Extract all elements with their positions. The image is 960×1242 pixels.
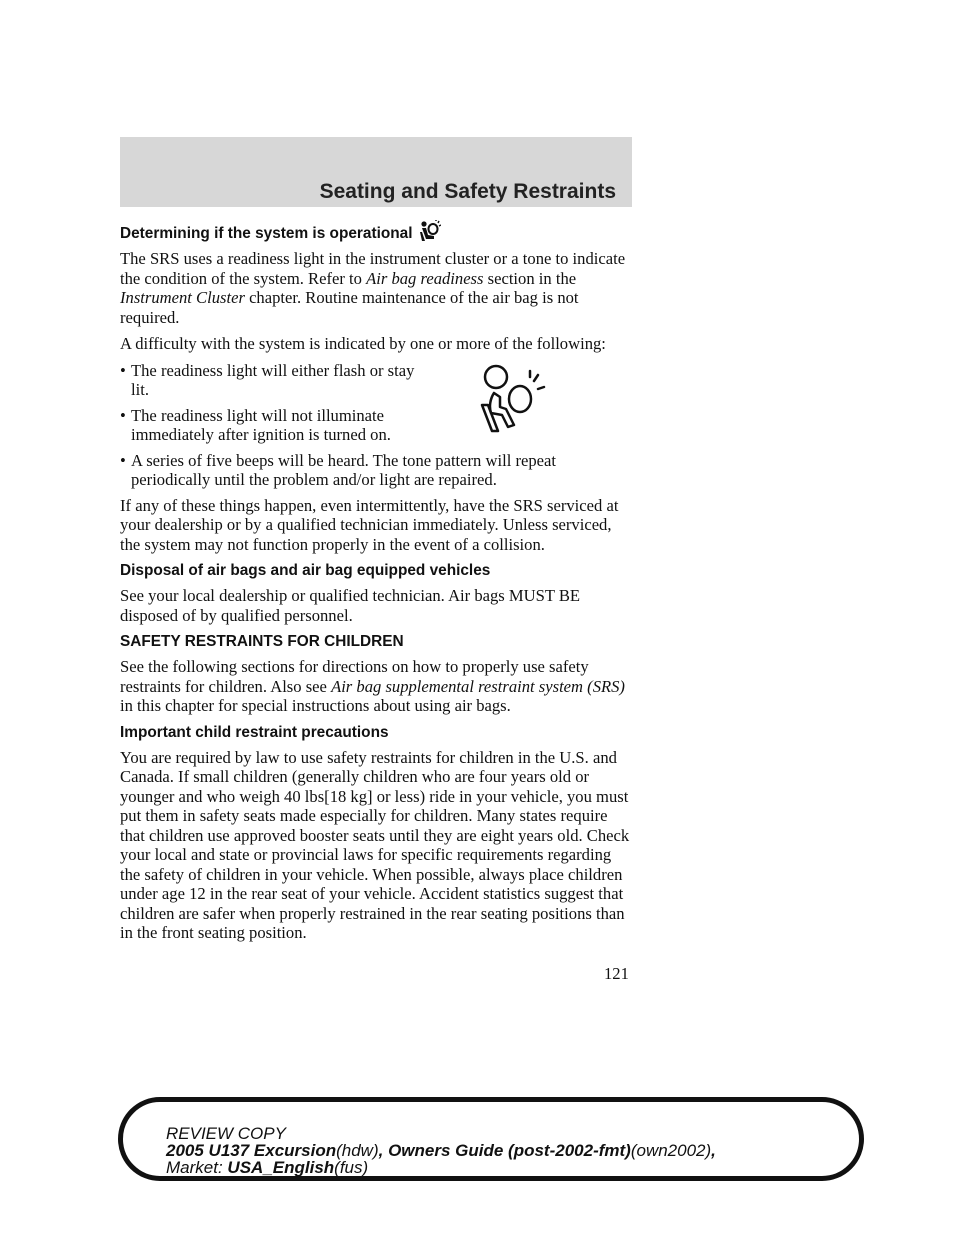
airbag-icon	[417, 220, 441, 244]
bullet-list	[120, 361, 632, 490]
airbag-warning-icon	[472, 363, 548, 435]
child-restraints-paragraph: See the following sections for directions on how to properly use safety restraints for children. Also see Air bag supplemental restraint system (SRS) in this chapter for special instructions about using air bags.	[120, 657, 625, 715]
difficulty-paragraph: A difficulty with the system is indicated by one or more of the following:	[120, 334, 606, 353]
service-paragraph: If any of these things happen, even intermittently, have the SRS serviced at your dealership or by a qualified technician immediately. Unless serviced, the system may not function properly in the event of a collision.	[120, 495, 619, 554]
list-item: • The readiness light will either flash or stay lit.	[120, 360, 415, 399]
srs-paragraph: The SRS uses a readiness light in the instrument cluster or a tone to indicate the condition of the system. Refer to Air bag readiness section in the Instrument Cluster chapter. Routine maintenance of the air bag is not required.	[120, 249, 626, 327]
section-operational	[120, 224, 632, 249]
disposal-paragraph: See your local dealership or qualified technician. Air bags MUST BE disposed of by qualified personnel.	[120, 586, 581, 625]
chapter-title: Seating and Safety Restraints	[319, 180, 616, 203]
list-item: • The readiness light will not illuminate immediately after ignition is turned on.	[120, 405, 391, 444]
header-band	[120, 137, 632, 207]
page-content	[120, 224, 632, 950]
heading-child-restraints: SAFETY RESTRAINTS FOR CHILDREN	[120, 633, 404, 650]
review-copy-text: REVIEW COPY 2005 U137 Excursion(hdw), Owners Guide (post-2002-fmt)(own2002), Market: USA_English(fus)	[166, 1124, 716, 1177]
precautions-paragraph: You are required by law to use safety restraints for children in the U.S. and Canada. If small children (generally children who are four years old or younger and who weigh 40 lbs[18 kg] or less) ride in your vehicle, you must put them in safety seats made especially for children. Many states require that children use approved booster seats until they are eight years old. Check your local and state or provincial laws for specific requirements regarding the safety of children in your vehicle. When possible, always place children under age 12 in the rear seat of your vehicle. Accident statistics suggest that children are safer when properly restrained in the rear seating positions than in the front seating position.	[120, 747, 630, 942]
heading-precautions: Important child restraint precautions	[120, 723, 389, 741]
list-item: • A series of five beeps will be heard. The tone pattern will repeat periodically until the problem and/or light are repaired.	[120, 450, 556, 489]
heading-operational: Determining if the system is operational	[120, 225, 413, 242]
heading-disposal: Disposal of air bags and air bag equipped vehicles	[120, 562, 491, 579]
page-number: 121	[604, 964, 629, 983]
